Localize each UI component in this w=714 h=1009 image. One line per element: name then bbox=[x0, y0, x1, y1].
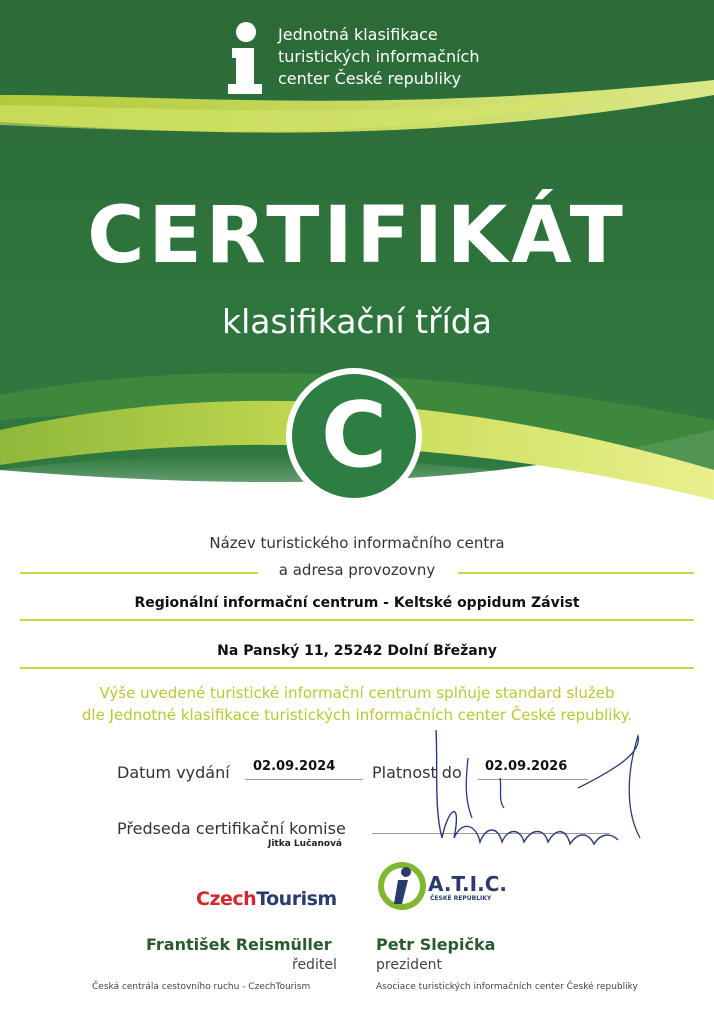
center-name-label-line-1: Název turistického informačního centra bbox=[209, 534, 505, 552]
commission-chair-label: Předseda certifikační komise bbox=[117, 819, 346, 838]
classification-line-2: turistických informačních bbox=[278, 47, 480, 66]
certificate-title: CERTIFIKÁT bbox=[87, 191, 627, 281]
center-address-value: Na Panský 11, 25242 Dolní Břežany bbox=[217, 643, 497, 659]
classification-line-3: center České republiky bbox=[278, 69, 462, 88]
atic-i-icon bbox=[376, 856, 428, 916]
center-name-label-line-2: a adresa provozovny bbox=[278, 561, 436, 579]
info-i-icon bbox=[222, 20, 270, 96]
left-signer-org: Česká centrála cestovního ruchu - CzechTourism bbox=[92, 982, 311, 992]
valid-until-value: 02.09.2026 bbox=[485, 759, 568, 774]
classification-logo bbox=[222, 20, 542, 100]
left-signer-role: ředitel bbox=[292, 957, 337, 973]
issued-date-line bbox=[245, 779, 363, 780]
issued-date-label: Datum vydání bbox=[117, 763, 230, 782]
center-name-value: Regionální informační centrum - Keltské oppidum Závist bbox=[134, 595, 580, 611]
right-signer-org: Asociace turistických informačních center České republiky bbox=[376, 982, 638, 992]
classification-line-1: Jednotná klasifikace bbox=[278, 25, 438, 44]
czechtourism-logo-czech: Czech bbox=[196, 888, 257, 910]
left-signer-name: František Reismüller bbox=[146, 935, 332, 954]
classification-text bbox=[278, 24, 480, 90]
certificate-subtitle: klasifikační třída bbox=[222, 302, 492, 341]
valid-until-label: Platnost do bbox=[372, 763, 462, 782]
atic-subtitle: ČESKÉ REPUBLIKY bbox=[430, 895, 492, 902]
right-signer-role: prezident bbox=[376, 957, 443, 973]
issued-date-value: 02.09.2024 bbox=[253, 759, 336, 774]
divider-address bbox=[20, 667, 694, 669]
commission-chair-name: Jitka Lučanová bbox=[268, 839, 343, 849]
divider-name bbox=[20, 619, 694, 621]
divider-right bbox=[458, 572, 694, 574]
statement-line-1: Výše uvedené turistické informační centrum splňuje standard služeb bbox=[99, 684, 615, 702]
atic-logo bbox=[376, 856, 506, 916]
handwritten-signature bbox=[428, 728, 658, 858]
statement-line-2: dle Jednotné klasifikace turistických informačních center České republiky. bbox=[81, 706, 633, 724]
right-signer-name: Petr Slepička bbox=[376, 935, 496, 954]
czechtourism-logo-tourism: Tourism bbox=[256, 888, 337, 910]
czechtourism-logo bbox=[196, 888, 337, 910]
atic-name: A.T.I.C. bbox=[428, 872, 507, 896]
class-badge: C bbox=[286, 368, 422, 504]
compliance-statement bbox=[0, 682, 714, 726]
